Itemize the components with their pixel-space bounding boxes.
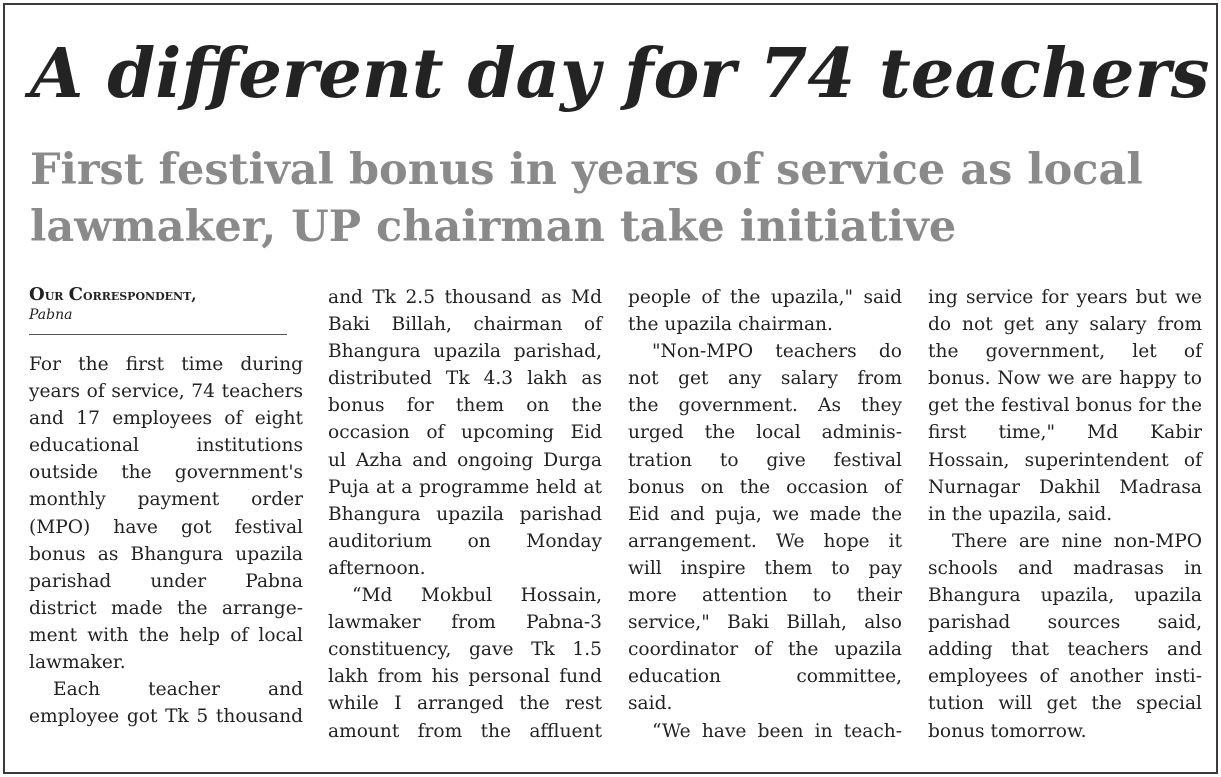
paragraph — [628, 284, 902, 338]
text-line: not get any salary from — [628, 368, 902, 390]
text-line: ing service for years but we — [928, 287, 1202, 308]
article-column-2 — [328, 284, 602, 745]
text-line: first time," Md Kabir — [928, 422, 1202, 444]
text-line: auditorium on Monday — [328, 530, 602, 552]
byline-divider — [29, 334, 287, 335]
paragraph — [29, 351, 303, 676]
text-line: lawmaker. — [29, 652, 126, 674]
text-line: and Tk 2.5 thousand as Md — [328, 287, 602, 308]
article-column-1 — [29, 284, 303, 730]
text-line: schools and madrasas in — [928, 557, 1202, 579]
text-line: and 17 employees of eight — [29, 408, 303, 430]
text-line: years of service, 74 teachers — [29, 381, 303, 403]
text-line: (MPO) have got festival — [29, 516, 303, 538]
paragraph — [928, 284, 1202, 528]
text-line: lawmaker from Pabna-3 — [328, 612, 602, 634]
text-line: ment with the help of local — [29, 624, 303, 646]
text-line: employees of another insti- — [928, 666, 1202, 688]
text-line: urged the local adminis- — [628, 422, 902, 444]
text-line: education committee, — [628, 666, 902, 688]
text-line: “Md Mokbul Hossain, — [352, 585, 602, 607]
text-line: the government. As they — [628, 395, 902, 417]
text-line: distributed Tk 4.3 lakh as — [328, 368, 602, 390]
paragraph — [328, 284, 602, 582]
text-line: Baki Billah, chairman of — [328, 314, 602, 336]
text-line: bonus tomorrow. — [928, 720, 1087, 742]
text-line: tution will get the special — [928, 693, 1202, 715]
text-line: “We have been in teach- — [652, 720, 902, 742]
headline: A different day for 74 teachers — [30, 33, 1210, 114]
article-column-3 — [628, 284, 902, 745]
dateline-place: Pabna — [29, 307, 73, 323]
text-line: ul Azha and ongoing Durga — [328, 449, 602, 471]
text-line: bonus as Bhangura upazila — [29, 543, 303, 565]
text-line: "Non-MPO teachers do — [652, 341, 902, 363]
text-line: bonus on the occasion of — [628, 476, 902, 498]
paragraph — [928, 528, 1202, 745]
paragraph — [628, 338, 902, 717]
text-line: parishad sources said, — [928, 612, 1202, 634]
text-line: tration to give festival — [628, 449, 902, 471]
text-line: get the festival bonus for the — [928, 395, 1202, 417]
text-line: outside the government's — [29, 462, 303, 484]
text-line: service," Baki Billah, also — [628, 612, 902, 634]
text-line: monthly payment order — [29, 489, 303, 511]
subheadline-line: First festival bonus in years of service as local — [30, 145, 1143, 195]
text-line: arrangement. We hope it — [628, 530, 902, 552]
text-line: the upazila chairman. — [628, 314, 833, 336]
text-line: adding that teachers and — [928, 639, 1202, 661]
subheadline-line: lawmaker, UP chairman take initiative — [30, 202, 957, 252]
text-line: Eid and puja, we made the — [628, 503, 902, 525]
text-line: said. — [628, 693, 673, 715]
text-line: do not get any salary from — [928, 314, 1202, 336]
text-line: There are nine non-MPO — [952, 530, 1202, 552]
text-line: Each teacher and — [53, 679, 303, 701]
text-line: afternoon. — [328, 557, 426, 579]
text-line: Bhangura upazila parishad — [328, 503, 602, 525]
paragraph — [628, 718, 902, 745]
text-line: people of the upazila," said — [628, 287, 902, 308]
text-line: Bhangura upazila, upazila — [928, 585, 1202, 607]
text-line: the government, let of — [928, 341, 1202, 363]
text-line: bonus. Now we are happy to — [928, 368, 1202, 390]
text-line: more attention to their — [628, 585, 902, 607]
text-line: lakh from his personal fund — [328, 666, 602, 688]
text-line: parishad under Pabna — [29, 570, 303, 592]
text-line: occasion of upcoming Eid — [328, 422, 602, 444]
text-line: employee got Tk 5 thousand — [29, 706, 303, 728]
text-line: Bhangura upazila parishad, — [328, 341, 602, 363]
text-line: For the first time during — [29, 354, 303, 375]
paragraph — [29, 676, 303, 730]
text-line: educational institutions — [29, 435, 303, 457]
text-line: in the upazila, said. — [928, 503, 1113, 525]
text-line: bonus for them on the — [328, 395, 602, 417]
paragraph — [328, 582, 602, 745]
text-line: amount from the affluent — [328, 720, 602, 742]
article-column-4 — [928, 284, 1202, 745]
text-line: Nurnagar Dakhil Madrasa — [928, 476, 1202, 498]
subheadline — [30, 142, 1210, 256]
text-line: will inspire them to pay — [628, 557, 902, 579]
byline: Our Correspondent, — [29, 284, 197, 305]
text-line: Puja at a programme held at — [328, 476, 602, 498]
text-line: Hossain, superintendent of — [928, 449, 1202, 471]
text-line: while I arranged the rest — [328, 693, 602, 715]
text-line: coordinator of the upazila — [628, 639, 902, 661]
text-line: district made the arrange- — [29, 597, 303, 619]
text-line: constituency, gave Tk 1.5 — [328, 639, 602, 661]
